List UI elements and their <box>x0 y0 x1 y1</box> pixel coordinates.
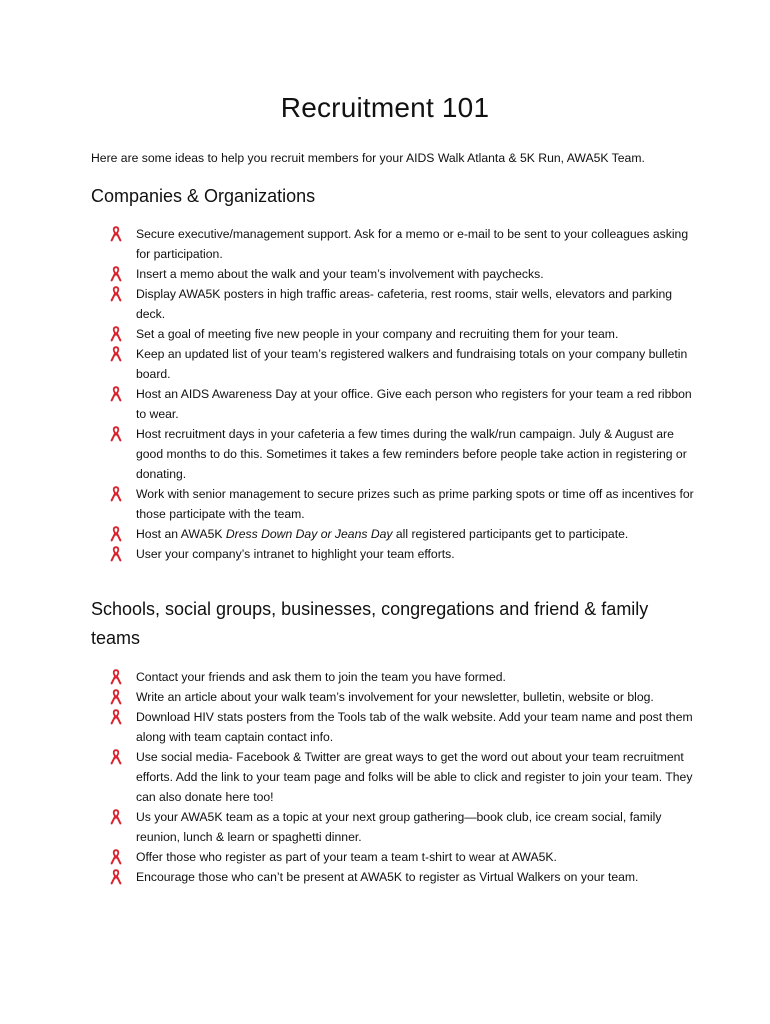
list-item-text: Offer those who register as part of your team a team t-shirt to wear at AWA5K. <box>136 850 557 864</box>
list-item <box>136 544 696 564</box>
list-item-text: Insert a memo about the walk and your team’s involvement with paychecks. <box>136 267 544 281</box>
list-item <box>136 867 696 887</box>
list-item <box>136 484 696 524</box>
page-title: Recruitment 101 <box>280 92 490 123</box>
groups-list <box>136 667 696 887</box>
list-item <box>136 384 696 424</box>
emphasized-text: Dress Down Day or Jeans Day <box>225 527 393 541</box>
list-item <box>136 524 696 544</box>
red-ribbon-icon <box>110 286 122 302</box>
list-item-text: Host an AWA5K <box>136 527 226 541</box>
red-ribbon-icon <box>110 689 122 705</box>
list-item <box>136 264 696 284</box>
list-item <box>136 324 696 344</box>
list-item-text: Set a goal of meeting five new people in your company and recruiting them for your team. <box>136 327 619 341</box>
red-ribbon-icon <box>110 426 122 442</box>
red-ribbon-icon <box>110 386 122 402</box>
red-ribbon-icon <box>110 709 122 725</box>
list-item-text: Write an article about your walk team’s involvement for your newsletter, bulletin, website or blog. <box>136 690 654 704</box>
list-item-text: Host recruitment days in your cafeteria a few times during the walk/run campaign. July & August are good months to do this. Sometimes it takes a few reminders before people take action in registering or donating. <box>136 427 687 481</box>
red-ribbon-icon <box>110 526 122 542</box>
list-item-text: Us your AWA5K team as a topic at your next group gathering—book club, ice cream social, family reunion, lunch & learn or spaghetti dinner. <box>136 810 662 844</box>
list-item-text: User your company’s intranet to highlight your team efforts. <box>136 547 455 561</box>
red-ribbon-icon <box>110 749 122 765</box>
list-item <box>136 284 696 324</box>
list-item-text: Keep an updated list of your team’s registered walkers and fundraising totals on your company bulletin board. <box>136 347 688 381</box>
red-ribbon-icon <box>110 849 122 865</box>
list-item-text: Display AWA5K posters in high traffic areas- cafeteria, rest rooms, stair wells, elevators and parking deck. <box>136 287 673 321</box>
red-ribbon-icon <box>110 486 122 502</box>
section-heading-companies: Companies & Organizations <box>91 186 316 206</box>
intro-text: Here are some ideas to help you recruit members for your AIDS Walk Atlanta & 5K Run, AWA5K Team. <box>91 151 645 165</box>
list-item <box>136 667 696 687</box>
red-ribbon-icon <box>110 809 122 825</box>
companies-list <box>136 224 696 564</box>
red-ribbon-icon <box>110 669 122 685</box>
list-item-text: Contact your friends and ask them to join the team you have formed. <box>136 670 506 684</box>
list-item <box>136 747 696 807</box>
list-item-text: Work with senior management to secure prizes such as prime parking spots or time off as incentives for those participate with the team. <box>136 487 694 521</box>
list-item-text: Encourage those who can’t be present at AWA5K to register as Virtual Walkers on your team. <box>136 870 639 884</box>
list-item <box>136 847 696 867</box>
list-item-text: Host an AIDS Awareness Day at your office. Give each person who registers for your team a red ribbon to wear. <box>136 387 692 421</box>
list-item <box>136 687 696 707</box>
list-item <box>136 224 696 264</box>
red-ribbon-icon <box>110 266 122 282</box>
section-heading-groups: Schools, social groups, businesses, congregations and friend & family teams <box>91 599 649 648</box>
red-ribbon-icon <box>110 346 122 362</box>
list-item <box>136 807 696 847</box>
list-item-text: Use social media- Facebook & Twitter are great ways to get the word out about your team recruitment efforts. Add the link to your team page and folks will be able to click and register to join your team. They can also donate here too! <box>136 750 693 804</box>
list-item-text: Download HIV stats posters from the Tools tab of the walk website. Add your team name and post them along with team captain contact info. <box>136 710 693 744</box>
list-item <box>136 344 696 384</box>
list-item <box>136 707 696 747</box>
red-ribbon-icon <box>110 326 122 342</box>
list-item <box>136 424 696 484</box>
red-ribbon-icon <box>110 226 122 242</box>
list-item-text: all registered participants get to participate. <box>392 527 629 541</box>
red-ribbon-icon <box>110 869 122 885</box>
red-ribbon-icon <box>110 546 122 562</box>
list-item-text: Secure executive/management support. Ask for a memo or e-mail to be sent to your colleagues asking for participation. <box>136 227 689 261</box>
